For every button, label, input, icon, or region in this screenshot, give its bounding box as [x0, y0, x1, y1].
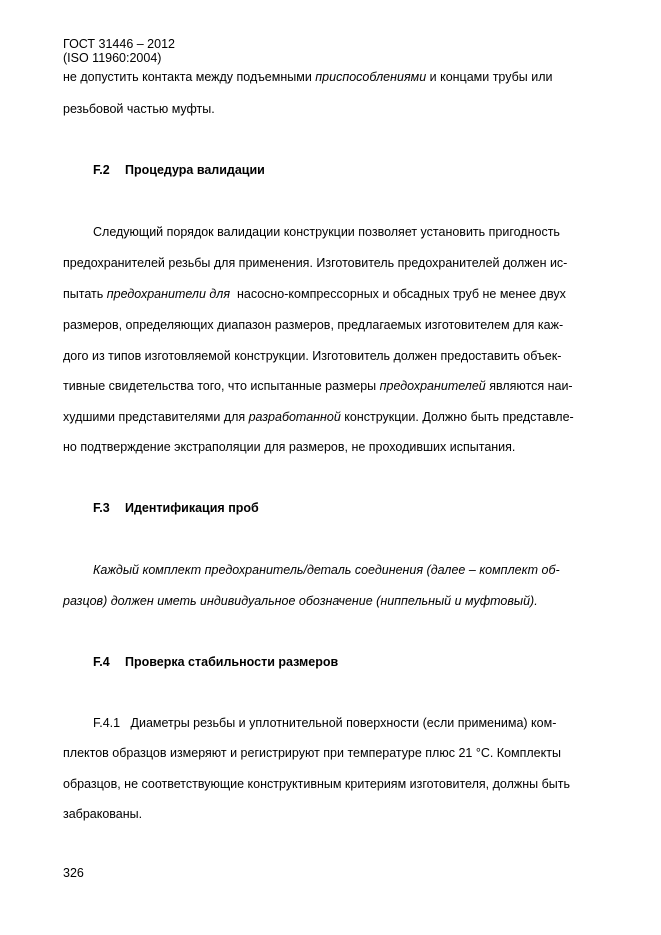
page-number: 326: [63, 866, 84, 880]
document-header: [63, 37, 175, 65]
intro-line: резьбовой частью муфты.: [63, 102, 215, 116]
section-heading-f3: F.3 Идентификация проб: [93, 501, 259, 515]
intro-line: не допустить контакта между подъемными приспособлениями и концами трубы или: [63, 70, 553, 84]
paragraph-line: Каждый комплект предохранитель/деталь соединения (далее – комплект об-: [93, 563, 560, 577]
paragraph-line: пытать предохранители для насосно-компрессорных и обсадных труб не менее двух: [63, 287, 566, 301]
paragraph-line: дого из типов изготовляемой конструкции. Изготовитель должен предоставить объек-: [63, 349, 562, 363]
paragraph-line: но подтверждение экстраполяции для размеров, не проходивших испытания.: [63, 440, 516, 454]
paragraph-line: разцов) должен иметь индивидуальное обозначение (ниппельный и муфтовый).: [63, 594, 538, 608]
paragraph-line: плектов образцов измеряют и регистрируют при температуре плюс 21 °С. Комплекты: [63, 746, 561, 760]
paragraph-line: образцов, не соответствующие конструктивным критериям изготовителя, должны быть: [63, 777, 570, 791]
section-heading-f2: F.2 Процедура валидации: [93, 163, 265, 177]
paragraph-line: тивные свидетельства того, что испытанные размеры предохранителей являются наи-: [63, 379, 573, 393]
paragraph-line: забракованы.: [63, 807, 143, 821]
standard-number: ГОСТ 31446 – 2012: [63, 37, 175, 51]
paragraph-line: размеров, определяющих диапазон размеров, предлагаемых изготовителем для каж-: [63, 318, 564, 332]
iso-reference: (ISO 11960:2004): [63, 51, 162, 65]
paragraph-line: Следующий порядок валидации конструкции позволяет установить пригодность: [93, 225, 560, 239]
section-heading-f4: F.4 Проверка стабильности размеров: [93, 655, 339, 669]
paragraph-line: предохранителей резьбы для применения. Изготовитель предохранителей должен ис-: [63, 256, 568, 270]
paragraph-line: худшими представителями для разработанной конструкции. Должно быть представле-: [63, 410, 574, 424]
paragraph-line: F.4.1 Диаметры резьбы и уплотнительной поверхности (если применима) ком-: [93, 716, 557, 730]
